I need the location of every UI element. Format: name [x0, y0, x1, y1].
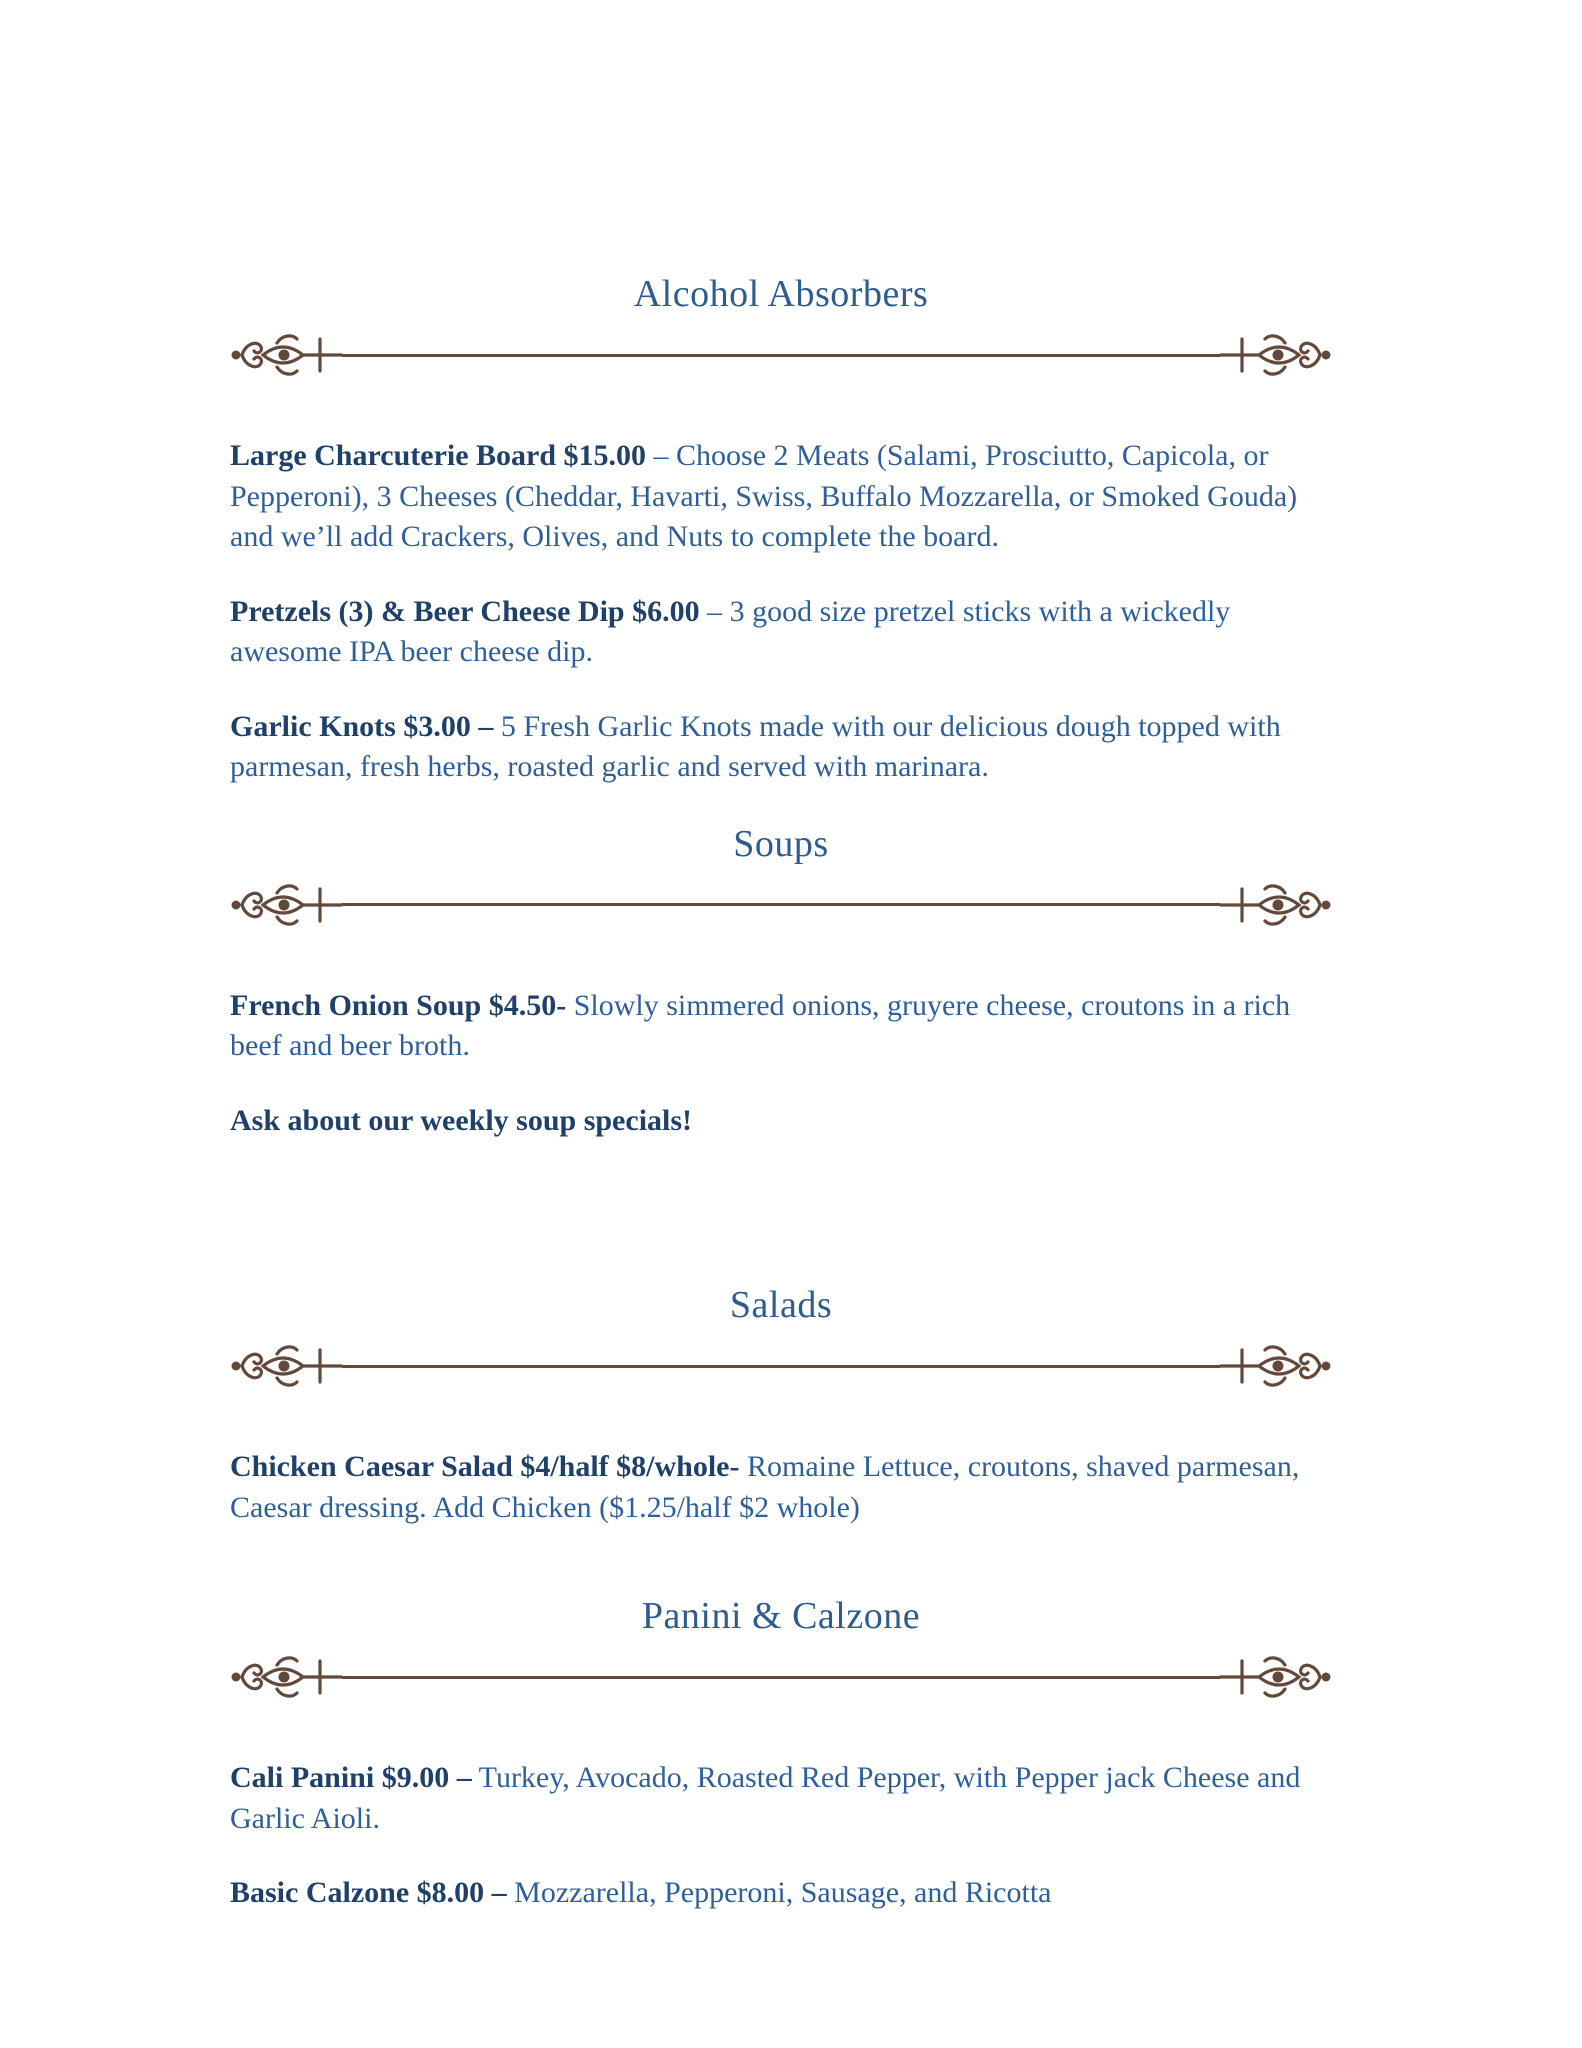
- menu-item-name: Pretzels (3) & Beer Cheese Dip $6.00: [230, 594, 700, 628]
- menu-item-separator: –: [699, 594, 730, 628]
- section-divider: [230, 1654, 1332, 1700]
- menu-item-name: Ask about our weekly soup specials!: [230, 1103, 693, 1137]
- section-title: Alcohol Absorbers: [633, 273, 929, 315]
- menu-item-name: Garlic Knots $3.00 –: [230, 709, 494, 743]
- section-items: [230, 1447, 1332, 1528]
- menu-item: [230, 1447, 1332, 1528]
- section-divider: [230, 332, 1332, 378]
- divider-line: [342, 1676, 1220, 1679]
- menu-item: [230, 1873, 1332, 1914]
- menu-item: [230, 436, 1332, 558]
- section-divider: [230, 882, 1332, 928]
- section-title: Soups: [733, 822, 829, 865]
- section-divider: [230, 1343, 1332, 1389]
- menu-item-name: French Onion Soup $4.50-: [230, 988, 567, 1022]
- menu-item: [230, 1758, 1332, 1839]
- menu-item-description: Romaine Lettuce, croutons, shaved parmesan, Caesar dressing. Add Chicken ($1.25/half $2 whole): [230, 1450, 1300, 1524]
- menu-item-description: Mozzarella, Pepperoni, Sausage, and Ricotta: [514, 1876, 1052, 1909]
- menu-item: [230, 707, 1332, 788]
- menu-item-name: Large Charcuterie Board $15.00: [230, 439, 647, 472]
- menu-item-description: Slowly simmered onions, gruyere cheese, croutons in a rich beef and beer broth.: [230, 988, 1291, 1062]
- menu-item-separator: –: [646, 439, 677, 472]
- menu-item: [230, 592, 1332, 673]
- menu-item-name: Chicken Caesar Salad $4/half $8/whole-: [230, 1450, 740, 1483]
- flourish-left-icon: [230, 332, 342, 378]
- divider-line: [342, 1365, 1220, 1368]
- section-title: Salads: [729, 1284, 833, 1326]
- section-title: Panini & Calzone: [641, 1595, 921, 1637]
- menu-sections: [230, 272, 1332, 1914]
- divider-line: [342, 354, 1220, 357]
- menu-item: [230, 1101, 1332, 1142]
- menu-item-separator: [740, 1450, 748, 1483]
- flourish-right-icon: [1220, 1654, 1332, 1700]
- flourish-left-icon: [230, 882, 342, 928]
- menu-item: [230, 986, 1332, 1067]
- divider-line: [342, 903, 1220, 906]
- menu-item-description: Turkey, Avocado, Roasted Red Pepper, with Pepper jack Cheese and Garlic Aioli.: [230, 1761, 1301, 1835]
- menu-item-name: Cali Panini $9.00 –: [230, 1761, 472, 1794]
- menu-section: [230, 1594, 1332, 1914]
- menu-item-description: Choose 2 Meats (Salami, Prosciutto, Capicola, or Pepperoni), 3 Cheeses (Cheddar, Havarti, Swiss, Buffalo Mozzarella, or Smoked Gouda) and we’ll add Crackers, Olives, and Nuts to complete the board.: [230, 439, 1298, 553]
- menu-item-separator: [493, 710, 501, 743]
- section-items: [230, 436, 1332, 788]
- menu-section: [230, 822, 1332, 1142]
- menu-item-separator: [566, 989, 574, 1022]
- section-items: [230, 1758, 1332, 1914]
- flourish-right-icon: [1220, 882, 1332, 928]
- menu-section: [230, 272, 1332, 788]
- flourish-right-icon: [1220, 1343, 1332, 1389]
- menu-section: [230, 1283, 1332, 1528]
- menu-item-name: Basic Calzone $8.00 –: [230, 1876, 507, 1909]
- flourish-right-icon: [1220, 332, 1332, 378]
- flourish-left-icon: [230, 1654, 342, 1700]
- section-items: [230, 986, 1332, 1142]
- flourish-left-icon: [230, 1343, 342, 1389]
- menu-item-separator: [472, 1761, 479, 1794]
- menu-item-description: 5 Fresh Garlic Knots made with our delicious dough topped with parmesan, fresh herbs, roasted garlic and served with marinara.: [230, 709, 1281, 783]
- menu-item-description: 3 good size pretzel sticks with a wickedly awesome IPA beer cheese dip.: [230, 594, 1231, 668]
